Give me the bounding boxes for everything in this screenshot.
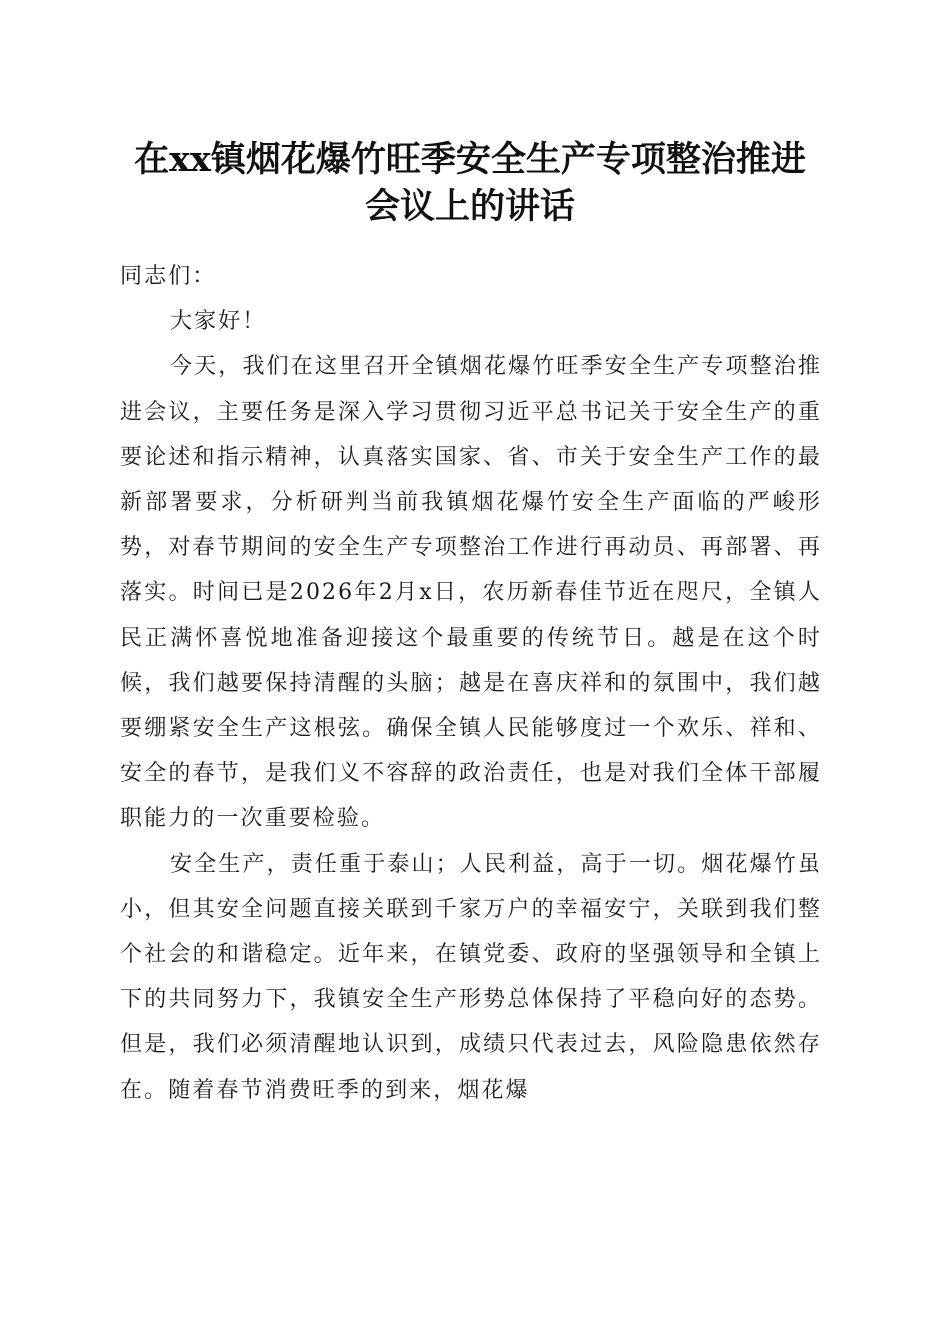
paragraph: 安全生产，责任重于泰山；人民利益，高于一切。烟花爆竹虽小，但其安全问题直接关联到千家万户的幸福安宁，关联到我们整个社会的和谐稳定。近年来，在镇党委、政府的坚强领导和全镇上下的共同努力下，我镇安全生产形势总体保持了平稳向好的态势。但是，我们必须清醒地认识到，成绩只代表过去，风险隐患依然存在。随着春节消费旺季的到来，烟花爆 [120, 851, 822, 1103]
title-line-2: 会议上的讲话 [364, 186, 575, 227]
paragraph: 今天，我们在这里召开全镇烟花爆竹旺季安全生产专项整治推进会议，主要任务是深入学习贯彻习近平总书记关于安全生产的重要论述和指示精神，认真落实国家、省、市关于安全生产工作的最新部署要求，分析研判当前我镇烟花爆竹安全生产面临的严峻形势，对春节期间的安全生产专项整治工作进行再动员、再部署、再落实。时间已是2026年2月x日，农历新春佳节近在咫尺，全镇人民正满怀喜悦地准备迎接这个最重要的传统节日。越是在这个时候，我们越要保持清醒的头脑；越是在喜庆祥和的氛围中，我们越要绷紧安全生产这根弦。确保全镇人民能够度过一个欢乐、祥和、安全的春节，是我们义不容辞的政治责任，也是对我们全体干部履职能力的一次重要检验。 [120, 354, 822, 832]
speech-body [120, 254, 822, 1113]
greeting: 大家好！ [170, 309, 267, 335]
page-title [100, 136, 840, 230]
salutation: 同志们： [120, 264, 217, 289]
title-line-1: 在xx镇烟花爆竹旺季安全生产专项整治推进 [134, 139, 806, 180]
